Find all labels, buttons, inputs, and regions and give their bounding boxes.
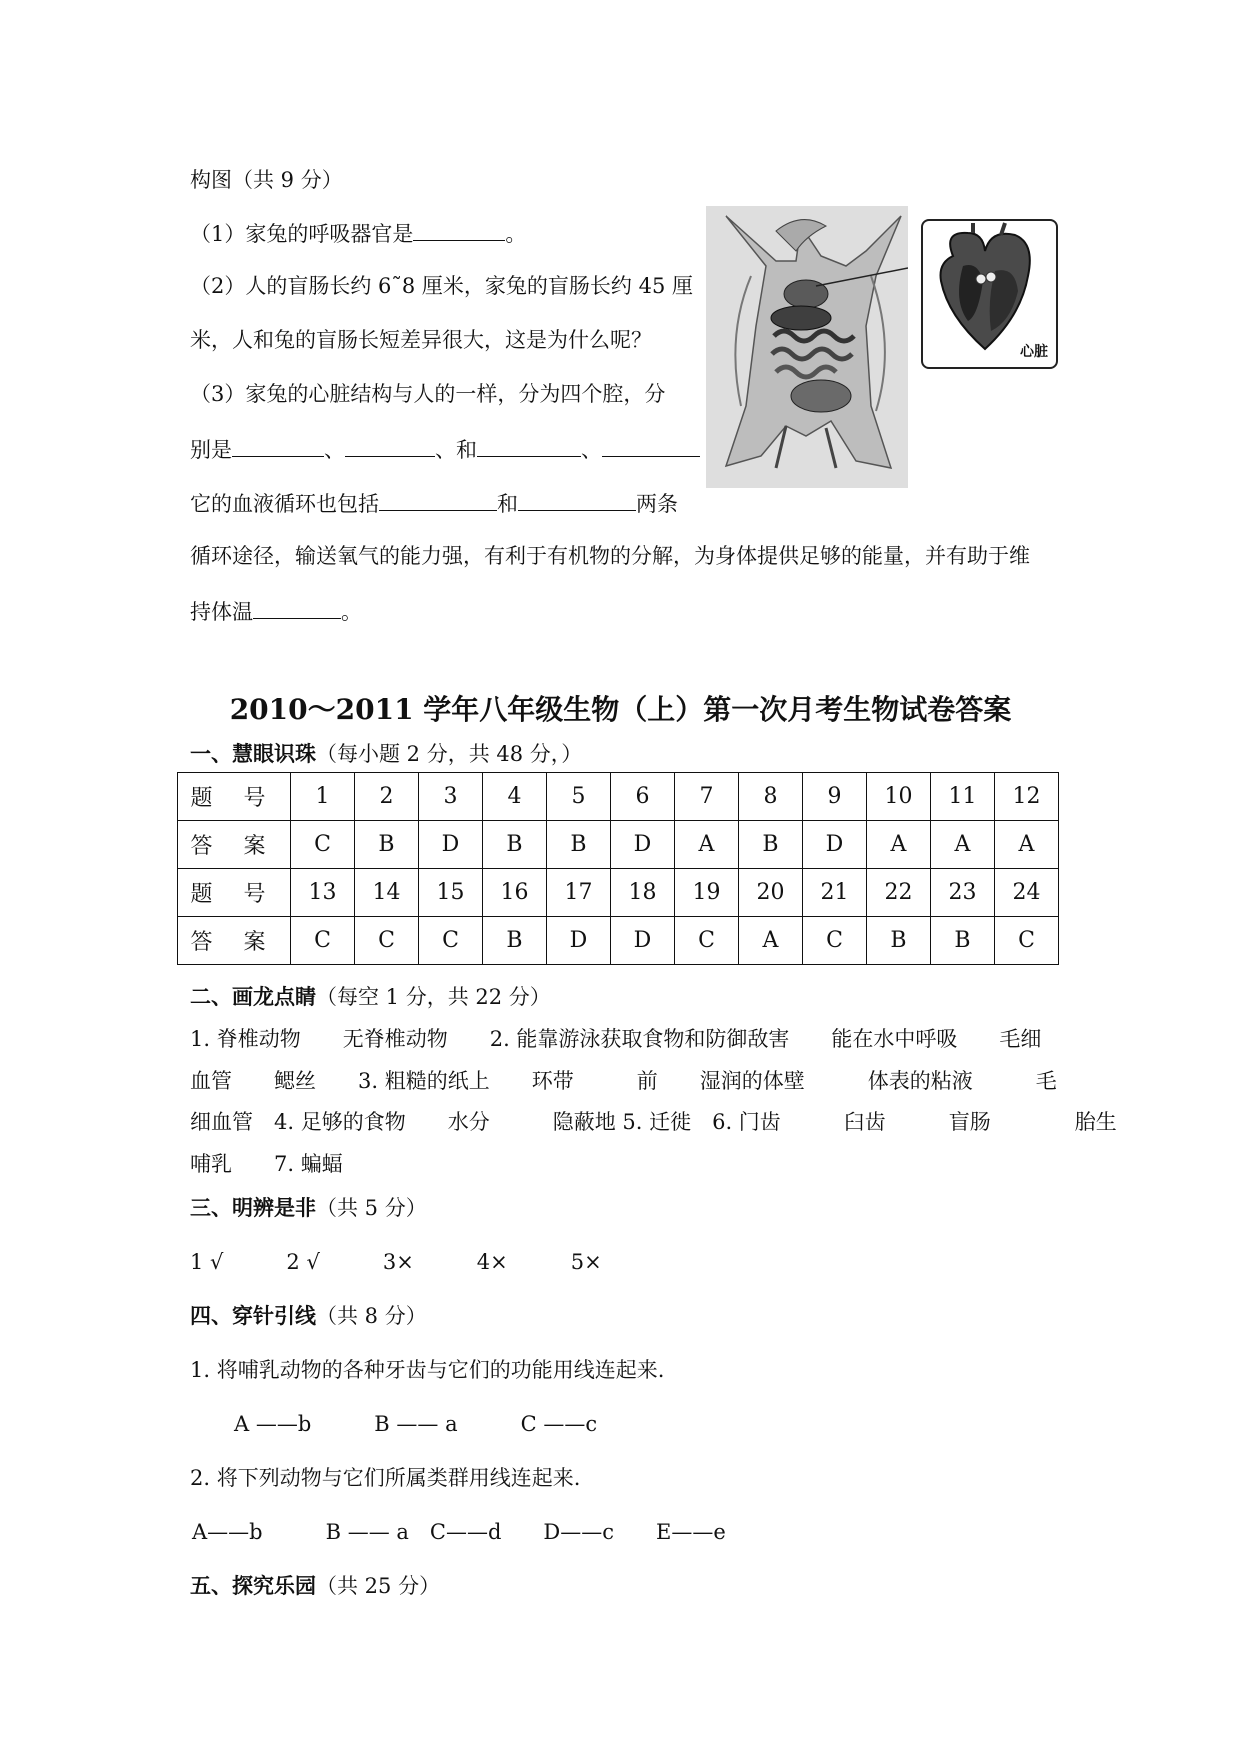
answer-title: 2010～2011 学年八年级生物（上）第一次月考生物试卷答案 xyxy=(229,693,1012,726)
question-intro: 构图（共 9 分） xyxy=(190,168,343,192)
blank[interactable] xyxy=(379,488,497,511)
table-cell: A xyxy=(995,821,1059,869)
question-3-line1: （3）家兔的心脏结构与人的一样，分为四个腔，分 xyxy=(190,382,666,406)
table-cell: A xyxy=(931,821,995,869)
section-2-line: 血管 鳃丝 3. 粗糙的纸上 环带 前 湿润的体壁 体表的粘液 毛 xyxy=(190,1069,1057,1093)
table-row xyxy=(178,917,1059,965)
blank[interactable] xyxy=(345,434,435,457)
section-4-answer-2: A——b B —— a C——d D——c E——e xyxy=(192,1520,726,1544)
row-header: 答 案 xyxy=(178,917,291,965)
row-header: 题 号 xyxy=(178,869,291,917)
table-cell: C xyxy=(291,917,355,965)
table-row xyxy=(178,821,1059,869)
answer-table xyxy=(177,772,1059,965)
rabbit-dissection-figure xyxy=(706,206,908,488)
table-cell: C xyxy=(995,917,1059,965)
section-3-answers: 1 √ 2 √ 3× 4× 5× xyxy=(190,1250,602,1274)
table-cell: 1 xyxy=(291,773,355,821)
section-2-line: 1. 脊椎动物 无脊椎动物 2. 能靠游泳获取食物和防御敌害 能在水中呼吸 毛细 xyxy=(190,1027,1042,1051)
question-2-line1: （2）人的盲肠长约 6˜8 厘米，家兔的盲肠长约 45 厘 xyxy=(190,274,694,298)
section-5-heading: 五、探究乐园（共 25 分） xyxy=(190,1573,441,1598)
blank[interactable] xyxy=(413,218,505,241)
question-3-line2: 别是 、 、和 、 xyxy=(190,434,700,464)
section-2-line: 哺乳 7. 蝙蝠 xyxy=(190,1152,343,1176)
table-cell: 24 xyxy=(995,869,1059,917)
blank[interactable] xyxy=(232,434,324,457)
blank[interactable] xyxy=(602,434,700,457)
table-cell: 13 xyxy=(291,869,355,917)
question-1: （1）家兔的呼吸器官是 。 xyxy=(190,218,526,248)
table-cell: B xyxy=(739,821,803,869)
section-2-heading: 二、画龙点睛（每空 1 分，共 22 分） xyxy=(190,984,551,1009)
table-cell: 6 xyxy=(611,773,675,821)
table-cell: A xyxy=(739,917,803,965)
table-cell: 18 xyxy=(611,869,675,917)
table-cell: 10 xyxy=(867,773,931,821)
table-cell: D xyxy=(803,821,867,869)
table-row xyxy=(178,869,1059,917)
heart-inset xyxy=(921,219,1058,369)
table-cell: B xyxy=(483,821,547,869)
table-cell: B xyxy=(355,821,419,869)
table-cell: 3 xyxy=(419,773,483,821)
question-3-line3: 它的血液循环也包括 和 两条 xyxy=(190,488,678,518)
table-cell: 21 xyxy=(803,869,867,917)
question-2-line2: 米，人和兔的盲肠长短差异很大，这是为什么呢？ xyxy=(190,328,652,352)
question-3-line4: 循环途径，输送氧气的能力强，有利于有机物的分解，为身体提供足够的能量，并有助于维 xyxy=(190,544,1030,568)
table-cell: A xyxy=(867,821,931,869)
table-cell: B xyxy=(867,917,931,965)
table-cell: 23 xyxy=(931,869,995,917)
table-row xyxy=(178,773,1059,821)
table-cell: 20 xyxy=(739,869,803,917)
heart-label: 心脏 xyxy=(1020,344,1048,360)
table-cell: 14 xyxy=(355,869,419,917)
rabbit-drawing xyxy=(706,206,908,488)
table-cell: 19 xyxy=(675,869,739,917)
table-cell: C xyxy=(675,917,739,965)
section-4-question-1: 1. 将哺乳动物的各种牙齿与它们的功能用线连起来. xyxy=(190,1358,665,1382)
table-cell: D xyxy=(419,821,483,869)
table-cell: 22 xyxy=(867,869,931,917)
table-cell: 5 xyxy=(547,773,611,821)
table-cell: C xyxy=(355,917,419,965)
table-cell: B xyxy=(931,917,995,965)
section-4-question-2: 2. 将下列动物与它们所属类群用线连起来. xyxy=(190,1466,581,1490)
table-cell: C xyxy=(291,821,355,869)
question-3-line5: 持体温 。 xyxy=(190,596,362,626)
table-cell: C xyxy=(803,917,867,965)
table-cell: 7 xyxy=(675,773,739,821)
section-2-line: 细血管 4. 足够的食物 水分 隐蔽地 5. 迁徙 6. 门齿 臼齿 盲肠 胎生 xyxy=(190,1110,1117,1134)
table-cell: 17 xyxy=(547,869,611,917)
table-cell: 16 xyxy=(483,869,547,917)
table-cell: 11 xyxy=(931,773,995,821)
row-header: 题 号 xyxy=(178,773,291,821)
table-cell: C xyxy=(419,917,483,965)
table-cell: 15 xyxy=(419,869,483,917)
blank[interactable] xyxy=(518,488,636,511)
table-cell: A xyxy=(675,821,739,869)
table-cell: D xyxy=(547,917,611,965)
table-cell: B xyxy=(483,917,547,965)
blank[interactable] xyxy=(477,434,581,457)
table-cell: B xyxy=(547,821,611,869)
section-4-heading: 四、穿针引线（共 8 分） xyxy=(190,1303,427,1328)
blank[interactable] xyxy=(253,596,341,619)
table-cell: 4 xyxy=(483,773,547,821)
section-4-answer-1: A ——b B —— a C ——c xyxy=(234,1412,598,1436)
section-1-heading: 一、慧眼识珠（每小题 2 分，共 48 分，） xyxy=(190,741,583,766)
section-3-heading: 三、明辨是非（共 5 分） xyxy=(190,1195,427,1220)
table-cell: 12 xyxy=(995,773,1059,821)
row-header: 答 案 xyxy=(178,821,291,869)
table-cell: D xyxy=(611,917,675,965)
table-cell: 8 xyxy=(739,773,803,821)
table-cell: D xyxy=(611,821,675,869)
table-cell: 2 xyxy=(355,773,419,821)
table-cell: 9 xyxy=(803,773,867,821)
